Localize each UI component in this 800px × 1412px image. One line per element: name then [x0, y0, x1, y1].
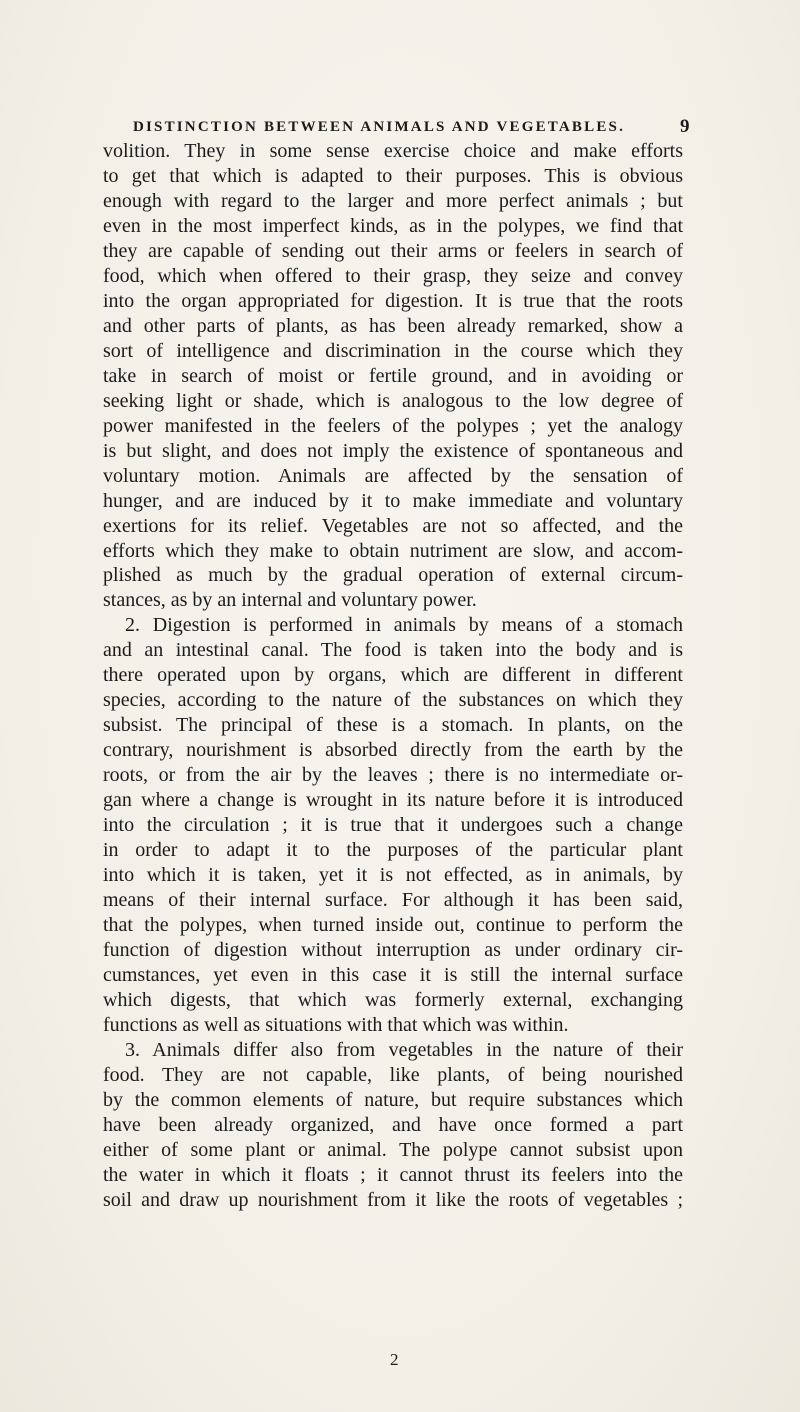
text-line: which digests, that which was formerly external, exchanging: [103, 988, 683, 1011]
text-line: take in search of moist or fertile ground, and in avoiding or: [103, 364, 683, 387]
text-line: there operated upon by organs, which are different in different: [103, 664, 683, 687]
text-line: cumstances, yet even in this case it is still the internal surface: [103, 963, 683, 986]
text-line: and an intestinal canal. The food is taken into the body and is: [103, 639, 683, 662]
text-line: means of their internal surface. For although it has been said,: [103, 889, 683, 912]
text-line: food. They are not capable, like plants, of being nourished: [103, 1063, 683, 1086]
text-line: soil and draw up nourishment from it like the roots of vegetables ;: [103, 1188, 683, 1211]
body-text: [103, 139, 683, 1213]
text-line: they are capable of sending out their arms or feelers in search of: [103, 239, 683, 262]
text-line: functions as well as situations with that which was within.: [103, 1013, 569, 1036]
signature-mark: 2: [390, 1350, 399, 1369]
text-line: 3. Animals differ also from vegetables in the nature of their: [125, 1038, 683, 1061]
text-line: into the circulation ; it is true that it undergoes such a change: [103, 814, 683, 837]
text-line: subsist. The principal of these is a stomach. In plants, on the: [103, 714, 683, 737]
text-line: exertions for its relief. Vegetables are not so affected, and the: [103, 514, 683, 537]
text-line: that the polypes, when turned inside out, continue to perform the: [103, 914, 683, 937]
text-line: hunger, and are induced by it to make immediate and voluntary: [103, 489, 683, 512]
text-line: species, according to the nature of the substances on which they: [103, 689, 683, 712]
text-line: into the organ appropriated for digestion. It is true that the roots: [103, 289, 683, 312]
text-line: sort of intelligence and discrimination in the course which they: [103, 339, 683, 362]
text-line: to get that which is adapted to their purposes. This is obvious: [103, 164, 683, 187]
text-line: stances, as by an internal and voluntary power.: [103, 589, 477, 612]
text-line: 2. Digestion is performed in animals by means of a stomach: [125, 614, 683, 637]
text-line: function of digestion without interruption as under ordinary cir-: [103, 939, 683, 961]
text-line: have been already organized, and have once formed a part: [103, 1113, 683, 1136]
text-line: volition. They in some sense exercise choice and make efforts: [103, 140, 683, 162]
text-line: power manifested in the feelers of the polypes ; yet the analogy: [103, 414, 683, 437]
text-line: voluntary motion. Animals are affected by the sensation of: [103, 464, 683, 487]
text-line: either of some plant or animal. The polype cannot subsist upon: [103, 1138, 683, 1161]
text-line: enough with regard to the larger and more perfect animals ; but: [103, 189, 683, 212]
text-line: is but slight, and does not imply the existence of spontaneous and: [103, 439, 683, 462]
text-line: food, which when offered to their grasp, they seize and convey: [103, 264, 683, 287]
text-line: by the common elements of nature, but require substances which: [103, 1088, 683, 1111]
text-line: into which it is taken, yet it is not effected, as in animals, by: [103, 864, 683, 887]
text-line: seeking light or shade, which is analogous to the low degree of: [103, 389, 683, 412]
running-title: DISTINCTION BETWEEN ANIMALS AND VEGETABLES.: [132, 119, 626, 135]
text-line: in order to adapt it to the purposes of the particular plant: [103, 839, 683, 862]
text-line: the water in which it floats ; it cannot thrust its feelers into the: [103, 1163, 683, 1186]
text-line: efforts which they make to obtain nutriment are slow, and accom-: [103, 539, 683, 562]
text-line: even in the most imperfect kinds, as in the polypes, we find that: [103, 214, 683, 237]
text-line: plished as much by the gradual operation of external circum-: [103, 564, 683, 587]
text-line: roots, or from the air by the leaves ; there is no intermediate or-: [103, 764, 683, 787]
text-line: gan where a change is wrought in its nature before it is introduced: [103, 789, 683, 812]
text-line: and other parts of plants, as has been already remarked, show a: [103, 314, 683, 337]
text-line: contrary, nourishment is absorbed directly from the earth by the: [103, 739, 683, 762]
page-number: 9: [680, 116, 690, 137]
